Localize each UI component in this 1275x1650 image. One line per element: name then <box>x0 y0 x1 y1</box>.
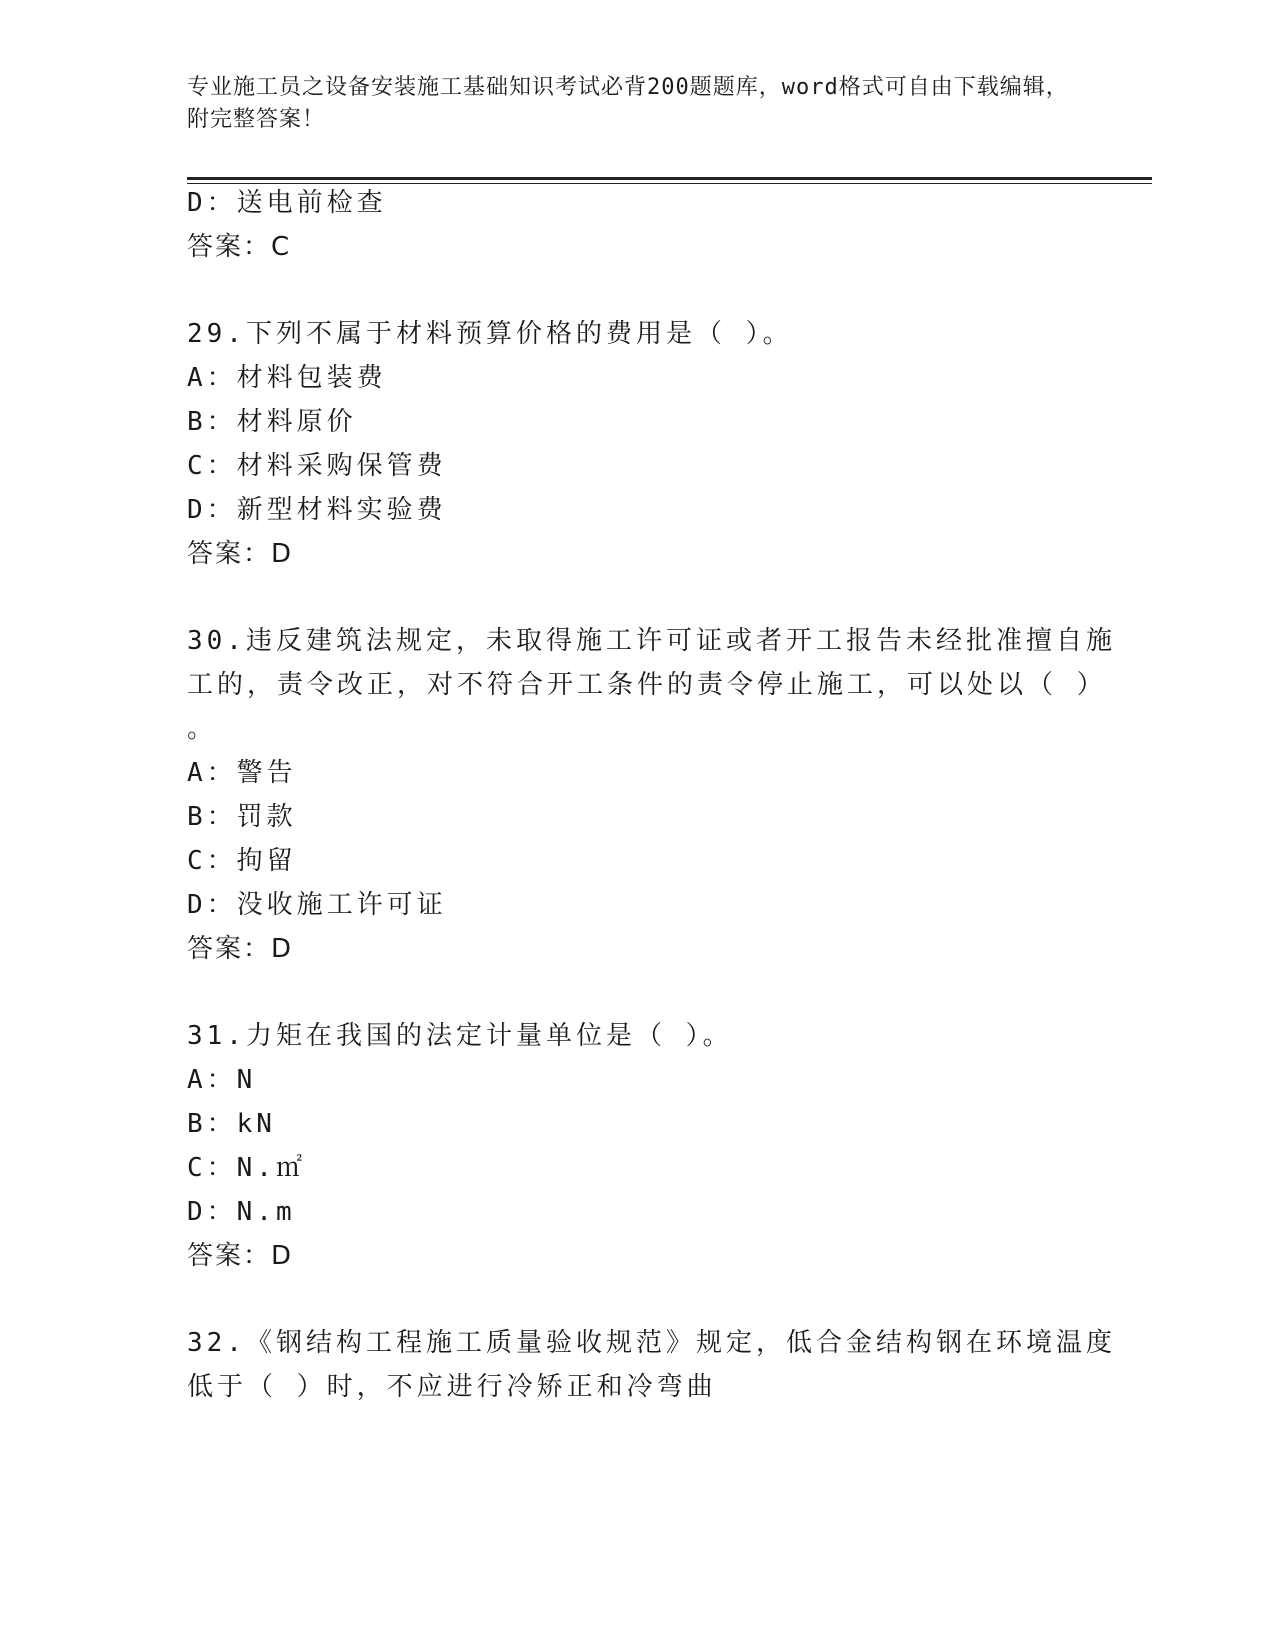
q31-option-d: D：N.m <box>187 1197 296 1227</box>
q30-stem-line2: 工的，责令改正，对不符合开工条件的责令停止施工，可以处以（ ） <box>187 670 1107 700</box>
q30-stem-line3: 。 <box>187 714 218 744</box>
q32-stem-line1: 32.《钢结构工程施工质量验收规范》规定，低合金结构钢在环境温度 <box>187 1328 1116 1358</box>
q29-stem: 29.下列不属于材料预算价格的费用是（ ）。 <box>187 319 793 349</box>
q28-answer: 答案：C <box>187 232 292 262</box>
q29-option-d: D：新型材料实验费 <box>187 495 447 525</box>
q32-stem-line2: 低于（ ）时，不应进行冷矫正和冷弯曲 <box>187 1372 717 1402</box>
q29-answer: 答案：D <box>187 539 294 569</box>
q29-option-c: C：材料采购保管费 <box>187 451 447 481</box>
header-divider-thin <box>187 183 1152 184</box>
q31-answer: 答案：D <box>187 1241 294 1271</box>
q31-option-c: C：N.㎡ <box>187 1153 306 1183</box>
q28-option-d: D：送电前检查 <box>187 188 387 218</box>
q31-option-a: A：N <box>187 1065 257 1095</box>
q31-option-b: B：kN <box>187 1109 276 1139</box>
q30-option-b: B：罚款 <box>187 802 297 832</box>
q30-option-d: D：没收施工许可证 <box>187 890 447 920</box>
q30-stem-line1: 30.违反建筑法规定，未取得施工许可证或者开工报告未经批准擅自施 <box>187 626 1116 656</box>
q31-stem: 31.力矩在我国的法定计量单位是（ ）。 <box>187 1021 733 1051</box>
document-header: 专业施工员之设备安装施工基础知识考试必背200题题库，word格式可自由下载编辑，附完整答案！ <box>187 75 1069 132</box>
q30-option-a: A：警告 <box>187 758 297 788</box>
q29-option-b: B：材料原价 <box>187 407 357 437</box>
header-divider-thick <box>187 177 1152 180</box>
q30-answer: 答案：D <box>187 934 294 964</box>
q30-option-c: C：拘留 <box>187 846 297 876</box>
q29-option-a: A：材料包装费 <box>187 363 387 393</box>
